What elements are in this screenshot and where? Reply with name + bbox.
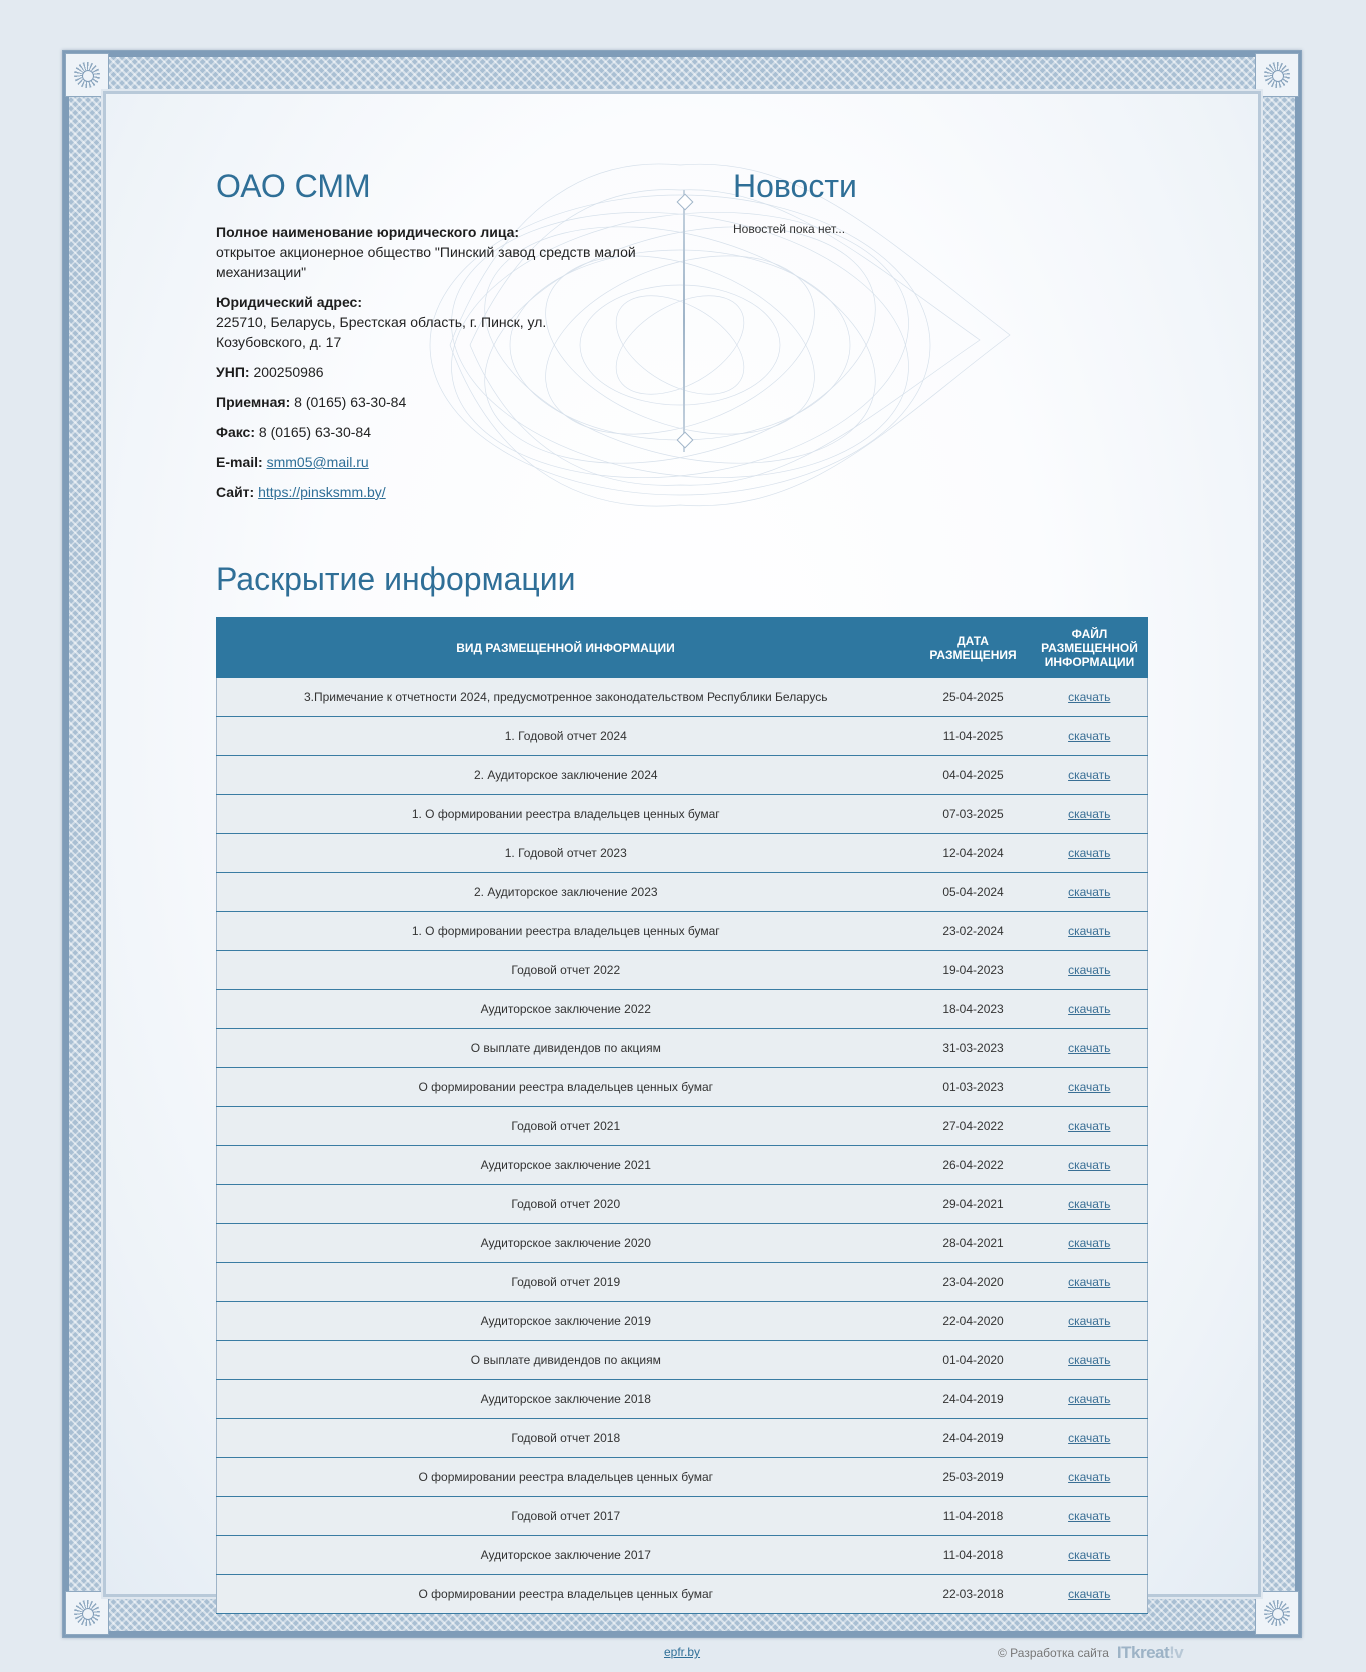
table-row: [217, 1263, 1148, 1302]
table-row: [217, 1068, 1148, 1107]
row-file-cell: [1032, 912, 1148, 951]
row-file-cell: [1032, 1536, 1148, 1575]
row-info-type: О выплате дивидендов по акциям: [217, 1029, 915, 1068]
row-file-cell: [1032, 1419, 1148, 1458]
fax-value: 8 (0165) 63-30-84: [258, 424, 371, 440]
row-file-cell: [1032, 756, 1148, 795]
site-label: Сайт:: [216, 484, 255, 500]
row-date: 23-04-2020: [915, 1263, 1032, 1302]
download-link[interactable]: скачать: [1068, 690, 1111, 704]
row-date: 29-04-2021: [915, 1185, 1032, 1224]
address-label: Юридический адрес:: [216, 294, 362, 310]
row-file-cell: [1032, 717, 1148, 756]
row-file-cell: [1032, 990, 1148, 1029]
site-link[interactable]: https://pinsksmm.by/: [258, 484, 386, 500]
row-info-type: Аудиторское заключение 2019: [217, 1302, 915, 1341]
row-info-type: 1. Годовой отчет 2023: [217, 834, 915, 873]
unp-value: 200250986: [253, 364, 324, 380]
table-row: [217, 1458, 1148, 1497]
row-info-type: 1. Годовой отчет 2024: [217, 717, 915, 756]
email-field: [216, 452, 656, 472]
credit-text: © Разработка сайта: [998, 1646, 1109, 1660]
disclosure-table-body: [217, 678, 1148, 1614]
download-link[interactable]: скачать: [1068, 1392, 1111, 1406]
row-date: 11-04-2018: [915, 1497, 1032, 1536]
row-date: 31-03-2023: [915, 1029, 1032, 1068]
row-date: 26-04-2022: [915, 1146, 1032, 1185]
row-date: 25-04-2025: [915, 678, 1032, 717]
unp-label: УНП:: [216, 364, 250, 380]
row-file-cell: [1032, 1029, 1148, 1068]
row-file-cell: [1032, 1068, 1148, 1107]
footer-site-link[interactable]: epfr.by: [664, 1645, 701, 1659]
row-date: 28-04-2021: [915, 1224, 1032, 1263]
row-file-cell: [1032, 795, 1148, 834]
company-info: [216, 168, 656, 512]
row-info-type: Годовой отчет 2022: [217, 951, 915, 990]
table-row: [217, 756, 1148, 795]
logo-main: ITkreat: [1116, 1643, 1170, 1662]
download-link[interactable]: скачать: [1068, 1041, 1111, 1055]
row-file-cell: [1032, 1263, 1148, 1302]
table-row: [217, 795, 1148, 834]
column-header-date: ДАТА РАЗМЕЩЕНИЯ: [915, 618, 1032, 678]
row-date: 01-04-2020: [915, 1341, 1032, 1380]
row-file-cell: [1032, 1458, 1148, 1497]
download-link[interactable]: скачать: [1068, 1197, 1111, 1211]
news-section: [733, 168, 1173, 236]
row-file-cell: [1032, 1341, 1148, 1380]
table-row: [217, 1341, 1148, 1380]
row-file-cell: [1032, 951, 1148, 990]
table-row: [217, 1146, 1148, 1185]
row-info-type: Годовой отчет 2019: [217, 1263, 915, 1302]
row-info-type: О формировании реестра владельцев ценных бумаг: [217, 1068, 915, 1107]
row-date: 19-04-2023: [915, 951, 1032, 990]
download-link[interactable]: скачать: [1068, 1470, 1111, 1484]
row-date: 18-04-2023: [915, 990, 1032, 1029]
download-link[interactable]: скачать: [1068, 729, 1111, 743]
table-row: [217, 873, 1148, 912]
table-row: [217, 678, 1148, 717]
disclosure-table: [216, 617, 1148, 1614]
column-header-type: ВИД РАЗМЕЩЕННОЙ ИНФОРМАЦИИ: [217, 618, 915, 678]
row-info-type: Годовой отчет 2018: [217, 1419, 915, 1458]
reception-value: 8 (0165) 63-30-84: [294, 394, 407, 410]
row-file-cell: [1032, 1146, 1148, 1185]
column-divider: [683, 190, 685, 452]
row-info-type: Аудиторское заключение 2021: [217, 1146, 915, 1185]
row-date: 11-04-2018: [915, 1536, 1032, 1575]
developer-logo[interactable]: [1117, 1643, 1183, 1663]
download-link[interactable]: скачать: [1068, 768, 1111, 782]
download-link[interactable]: скачать: [1068, 1275, 1111, 1289]
table-row: [217, 1380, 1148, 1419]
fax-field: [216, 422, 656, 442]
table-row: [217, 912, 1148, 951]
download-link[interactable]: скачать: [1068, 1587, 1111, 1601]
address-field: [216, 292, 656, 352]
row-file-cell: [1032, 1185, 1148, 1224]
row-info-type: 1. О формировании реестра владельцев ценных бумаг: [217, 912, 915, 951]
unp-field: [216, 362, 656, 382]
table-row: [217, 1575, 1148, 1614]
row-info-type: Аудиторское заключение 2020: [217, 1224, 915, 1263]
row-date: 24-04-2019: [915, 1419, 1032, 1458]
download-link[interactable]: скачать: [1068, 1431, 1111, 1445]
company-title: ОАО СММ: [216, 168, 371, 204]
row-file-cell: [1032, 1380, 1148, 1419]
row-info-type: 1. О формировании реестра владельцев ценных бумаг: [217, 795, 915, 834]
row-file-cell: [1032, 834, 1148, 873]
row-info-type: 2. Аудиторское заключение 2023: [217, 873, 915, 912]
table-row: [217, 1497, 1148, 1536]
download-link[interactable]: скачать: [1068, 1314, 1111, 1328]
download-link[interactable]: скачать: [1068, 1119, 1111, 1133]
row-info-type: О формировании реестра владельцев ценных бумаг: [217, 1575, 915, 1614]
download-link[interactable]: скачать: [1068, 1080, 1111, 1094]
row-date: 04-04-2025: [915, 756, 1032, 795]
full-name-field: [216, 222, 656, 282]
row-date: 12-04-2024: [915, 834, 1032, 873]
row-file-cell: [1032, 873, 1148, 912]
download-link[interactable]: скачать: [1068, 885, 1111, 899]
row-date: 22-04-2020: [915, 1302, 1032, 1341]
news-empty-text: Новостей пока нет...: [733, 222, 846, 236]
row-date: 25-03-2019: [915, 1458, 1032, 1497]
table-row: [217, 1185, 1148, 1224]
row-date: 01-03-2023: [915, 1068, 1032, 1107]
table-row: [217, 834, 1148, 873]
table-row: [217, 1107, 1148, 1146]
download-link[interactable]: скачать: [1068, 1002, 1111, 1016]
row-info-type: Аудиторское заключение 2022: [217, 990, 915, 1029]
row-info-type: 3.Примечание к отчетности 2024, предусмотренное законодательством Республики Беларусь: [217, 678, 915, 717]
disclosure-title: Раскрытие информации: [216, 561, 576, 597]
table-row: [217, 951, 1148, 990]
download-link[interactable]: скачать: [1068, 963, 1111, 977]
table-row: [217, 1302, 1148, 1341]
row-file-cell: [1032, 678, 1148, 717]
download-link[interactable]: скачать: [1068, 807, 1111, 821]
table-header-row: [217, 618, 1148, 678]
row-file-cell: [1032, 1302, 1148, 1341]
row-info-type: Аудиторское заключение 2018: [217, 1380, 915, 1419]
logo-suffix: !v: [1169, 1643, 1184, 1662]
reception-field: [216, 392, 656, 412]
site-field: [216, 482, 656, 502]
email-link[interactable]: smm05@mail.ru: [266, 454, 369, 470]
column-header-file: ФАЙЛ РАЗМЕЩЕННОЙ ИНФОРМАЦИИ: [1032, 618, 1148, 678]
table-row: [217, 1419, 1148, 1458]
row-info-type: Годовой отчет 2021: [217, 1107, 915, 1146]
download-link[interactable]: скачать: [1068, 846, 1111, 860]
row-date: 27-04-2022: [915, 1107, 1032, 1146]
row-info-type: Годовой отчет 2017: [217, 1497, 915, 1536]
fax-label: Факс:: [216, 424, 256, 440]
row-date: 22-03-2018: [915, 1575, 1032, 1614]
row-date: 07-03-2025: [915, 795, 1032, 834]
email-label: E-mail:: [216, 454, 263, 470]
download-link[interactable]: скачать: [1068, 1548, 1111, 1562]
row-date: 23-02-2024: [915, 912, 1032, 951]
row-info-type: О формировании реестра владельцев ценных бумаг: [217, 1458, 915, 1497]
download-link[interactable]: скачать: [1068, 1353, 1111, 1367]
download-link[interactable]: скачать: [1068, 1158, 1111, 1172]
row-file-cell: [1032, 1497, 1148, 1536]
row-date: 11-04-2025: [915, 717, 1032, 756]
full-name-label: Полное наименование юридического лица:: [216, 224, 520, 240]
row-info-type: 2. Аудиторское заключение 2024: [217, 756, 915, 795]
table-row: [217, 1224, 1148, 1263]
row-file-cell: [1032, 1575, 1148, 1614]
table-row: [217, 1029, 1148, 1068]
row-date: 05-04-2024: [915, 873, 1032, 912]
table-row: [217, 717, 1148, 756]
row-info-type: Аудиторское заключение 2017: [217, 1536, 915, 1575]
reception-label: Приемная:: [216, 394, 291, 410]
row-file-cell: [1032, 1224, 1148, 1263]
row-info-type: О выплате дивидендов по акциям: [217, 1341, 915, 1380]
row-date: 24-04-2019: [915, 1380, 1032, 1419]
row-info-type: Годовой отчет 2020: [217, 1185, 915, 1224]
table-row: [217, 990, 1148, 1029]
download-link[interactable]: скачать: [1068, 1509, 1111, 1523]
table-row: [217, 1536, 1148, 1575]
footer-credit: [998, 1643, 1183, 1663]
row-file-cell: [1032, 1107, 1148, 1146]
download-link[interactable]: скачать: [1068, 1236, 1111, 1250]
address-value: 225710, Беларусь, Брестская область, г. Пинск, ул. Козубовского, д. 17: [216, 314, 547, 350]
news-title: Новости: [733, 168, 857, 204]
full-name-value: открытое акционерное общество "Пинский завод средств малой механизации": [216, 244, 636, 280]
download-link[interactable]: скачать: [1068, 924, 1111, 938]
